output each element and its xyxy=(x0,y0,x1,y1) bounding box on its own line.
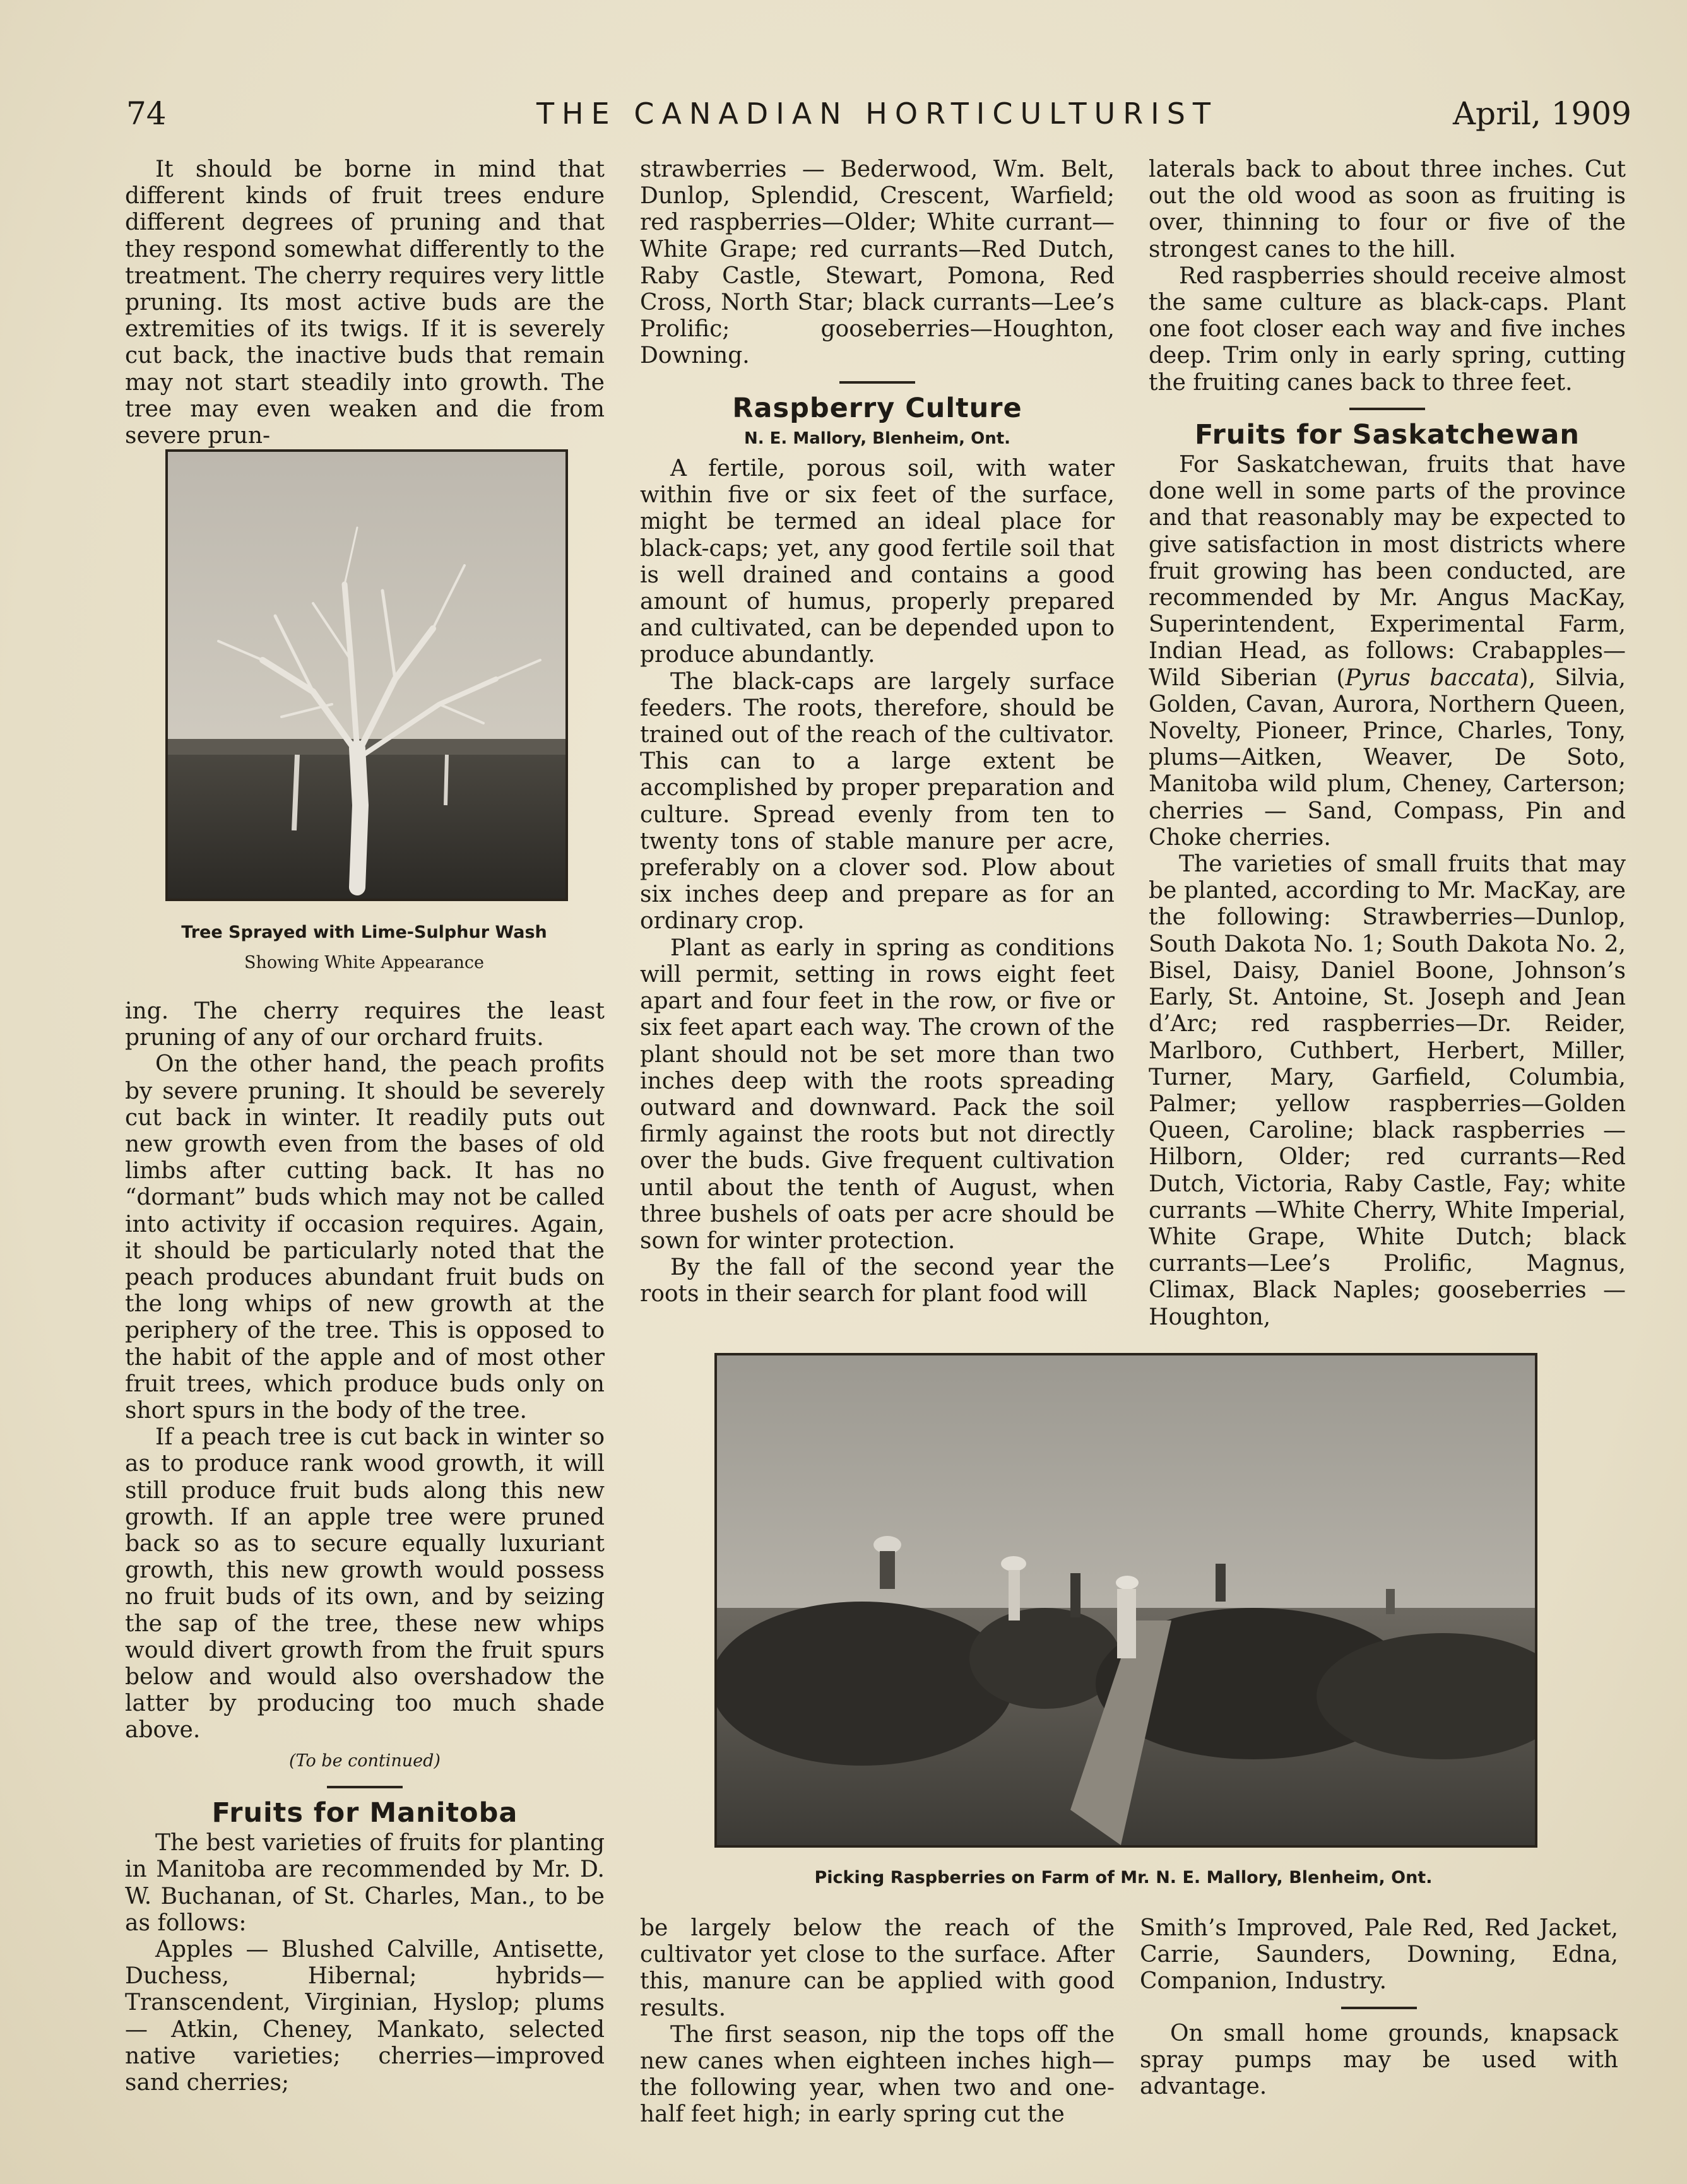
section-divider xyxy=(327,1786,403,1788)
column-3-top xyxy=(1149,156,1626,1331)
paragraph: On small home grounds, knapsack spray pumps may be used with advantage. xyxy=(1140,2020,1618,2100)
manitoba-heading: Fruits for Manitoba xyxy=(211,1797,518,1829)
raspberry-byline: N. E. Mallory, Blenheim, Ont. xyxy=(743,428,1011,448)
paragraph: The varieties of small fruits that may be planted, according to Mr. MacKay, are the following: Strawberries—Dunlop, South Dakota No. 1; South Dakota No. 2, Bisel, Daisy, Daniel Boone, Johnson’s Early, St. Antoine, St. Joseph and Jean d’Arc; red raspberries—Dr. Reider, Marlboro, Cuthbert, Herbert, Miller, Turner, Mary, Garfield, Columbia, Palmer; yellow raspberries—Golden Queen, Caroline; black raspberries — Hilborn, Older; red currants—Red Dutch, Victoria, Raby Castle, Fay; white currants —White Cherry, White Imperial, White Grape, White Dutch; black currants—Lee’s Prolific, Magnus, Climax, Black Naples; gooseberries — Houghton, xyxy=(1149,851,1626,1330)
latin-name: Pyrus baccata xyxy=(1345,664,1520,691)
raspberry-field-illustration xyxy=(717,1355,1535,1845)
paragraph: laterals back to about three inches. Cut out the old wood as soon as fruiting is over, thinning to four or five of the strongest canes to the hill. xyxy=(1149,156,1626,263)
paragraph: On the other hand, the peach profits by severe pruning. It should be severely cut back in winter. It readily puts out new growth even from the bases of old limbs after cutting back. It has no “dormant” buds which may not be called into activity if occasion requires. Again, it should be particularly noted that the peach produces abundant fruit buds on the long whips of new growth at the periphery of the tree. This is opposed to the habit of the apple and of most other fruit trees, which produce buds only on short spurs in the body of the tree. xyxy=(125,1051,605,1424)
paragraph: The first season, nip the tops off the new canes when eighteen inches high—the following year, when two and one-half feet high; in early spring cut the xyxy=(640,2021,1115,2128)
paragraph: ing. The cherry requires the least pruning of any of our orchard fruits. xyxy=(125,998,605,1051)
column-2-top xyxy=(640,156,1115,1308)
tree-photo-subcaption: Showing White Appearance xyxy=(244,953,484,972)
column-3-bottom xyxy=(1140,1915,1618,2100)
paragraph: strawberries — Bederwood, Wm. Belt, Dunlop, Splendid, Crescent, Warfield; red raspberries—Older; White currant—White Grape; red currants—Red Dutch, Raby Castle, Stewart, Pomona, Red Cross, North Star; black currants—Lee’s Prolific; gooseberries—Houghton, Downing. xyxy=(640,156,1115,369)
tree-photo xyxy=(165,449,568,901)
to-be-continued: (To be continued) xyxy=(289,1750,441,1771)
section-divider xyxy=(1341,2007,1417,2009)
tree-photo-caption: Tree Sprayed with Lime-Sulphur Wash xyxy=(181,923,547,942)
paragraph: Apples — Blushed Calville, Antisette, Duchess, Hibernal; hybrids—Transcendent, Virginian, Hyslop; plums — Atkin, Cheney, Mankato, selected native varieties; cherries—improved sand cherries; xyxy=(125,1936,605,2096)
raspberry-photo-caption: Picking Raspberries on Farm of Mr. N. E. Mallory, Blenheim, Ont. xyxy=(814,1868,1433,1887)
paragraph: The black-caps are largely surface feeders. The roots, therefore, should be trained out of the reach of the cultivator. This can to a large extent be accomplished by proper preparation and culture. Spread evenly from ten to twenty tons of stable manure per acre, preferably on a clover sod. Plow about six inches deep and prepare as for an ordinary crop. xyxy=(640,668,1115,935)
column-2-bottom xyxy=(640,1915,1115,2128)
magazine-title: THE CANADIAN HORTICULTURIST xyxy=(536,97,1219,131)
paragraph: A fertile, porous soil, with water within five or six feet of the surface, might be termed an ideal place for black-caps; yet, any good fertile soil that is well drained and contains a good amount of humus, properly prepared and cultivated, can be depended upon to produce abundantly. xyxy=(640,456,1115,668)
raspberry-heading: Raspberry Culture xyxy=(732,392,1022,424)
column-1-top xyxy=(125,156,605,449)
paragraph: Red raspberries should receive almost the same culture as black-caps. Plant one foot closer each way and five inches deep. Trim only in early spring, cutting the fruiting canes back to three feet. xyxy=(1149,263,1626,396)
paragraph: The best varieties of fruits for planting in Manitoba are recommended by Mr. D. W. Buchanan, of St. Charles, Man., to be as follows: xyxy=(125,1830,605,1936)
section-divider xyxy=(839,381,915,384)
paragraph: Smith’s Improved, Pale Red, Red Jacket, Carrie, Saunders, Downing, Edna, Companion, Industry. xyxy=(1140,1915,1618,1995)
paragraph: It should be borne in mind that different kinds of fruit trees endure different degrees of pruning and that they respond somewhat differently to the treatment. The cherry requires very little pruning. Its most active buds are the extremities of its twigs. If it is severely cut back, the inactive buds that remain may not start steadily into growth. The tree may even weaken and die from severe prun- xyxy=(125,156,605,449)
page-number: 74 xyxy=(126,95,167,132)
paragraph: By the fall of the second year the roots in their search for plant food will xyxy=(640,1254,1115,1307)
paragraph: For Saskatchewan, fruits that have done well in some parts of the province and that reasonably may be expected to give satisfaction in most districts where fruit growing has been conducted, are recommended by Mr. Angus MacKay, Superintendent, Experimental Farm, Indian Head, as follows: Crabapples—Wild Siberian (Pyrus baccata), Silvia, Golden, Cavan, Aurora, Northern Queen, Novelty, Pioneer, Prince, Charles, Tony, plums—Aitken, Weaver, De Soto, Manitoba wild plum, Cheney, Carterson; cherries — Sand, Compass, Pin and Choke cherries. xyxy=(1149,452,1626,851)
issue-date: April, 1909 xyxy=(1452,95,1631,132)
paragraph: be largely below the reach of the cultivator yet close to the surface. After this, manure can be applied with good results. xyxy=(640,1915,1115,2021)
paragraph: Plant as early in spring as conditions will permit, setting in rows eight feet apart and four feet in the row, or five or six feet apart each way. The crown of the plant should not be set more than two inches deep with the roots spreading outward and downward. Pack the soil firmly against the roots but not directly over the buds. Give frequent cultivation until about the tenth of August, when three bushels of oats per acre should be sown for winter protection. xyxy=(640,935,1115,1254)
raspberry-field-photo xyxy=(714,1353,1537,1848)
tree-illustration xyxy=(168,452,565,899)
section-divider xyxy=(1349,408,1425,410)
saskatchewan-heading: Fruits for Saskatchewan xyxy=(1194,418,1580,451)
column-1-bottom xyxy=(125,998,605,2096)
paragraph: If a peach tree is cut back in winter so as to produce rank wood growth, it will still produce fruit buds along this new growth. If an apple tree were pruned back so as to secure equally luxuriant growth, this new growth would possess no fruit buds of its own, and by seizing the sap of the tree, these new whips would divert growth from the fruit spurs below and would also overshadow the latter by producing too much shade above. xyxy=(125,1424,605,1744)
